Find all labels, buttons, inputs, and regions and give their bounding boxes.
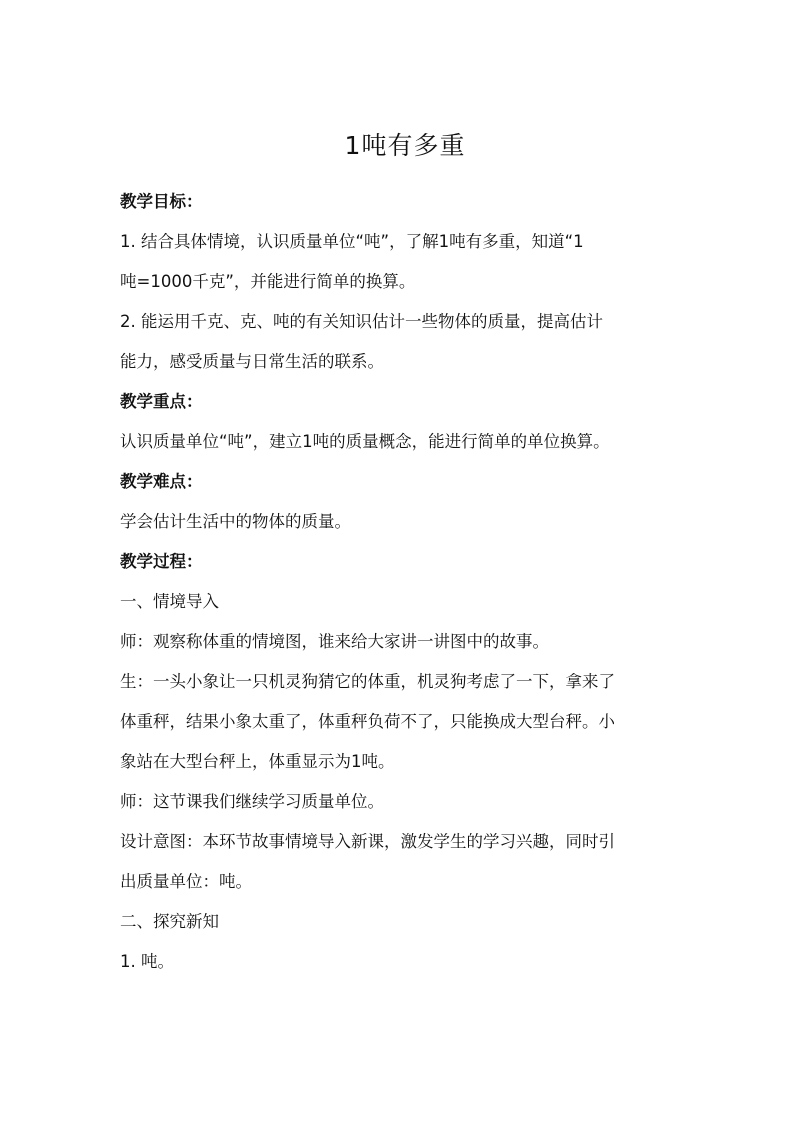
document-page [120,128,690,982]
section-2-title: 二、探究新知 [120,912,219,931]
teacher-line-1: 师：观察称体重的情境图，谁来给大家讲一讲图中的故事。 [120,632,549,651]
goal-2-line-2: 能力，感受质量与日常生活的联系。 [120,352,384,371]
goal-1-line-1: 1. 结合具体情境，认识质量单位“吨”，了解1吨有多重，知道“1 [120,232,584,251]
student-line-3: 象站在大型台秤上，体重显示为1吨。 [120,752,395,771]
goal-1-line-2: 吨=1000千克”，并能进行简单的换算。 [120,272,416,291]
section-1-title: 一、情境导入 [120,592,219,611]
student-line-2: 体重秤，结果小象太重了，体重秤负荷不了，只能换成大型台秤。小 [120,712,615,731]
key-points-text: 认识质量单位“吨”，建立1吨的质量概念，能进行简单的单位换算。 [120,432,610,451]
document-title: 1吨有多重 [344,131,466,160]
heading-key-points: 教学重点： [120,392,203,411]
design-intent-line-1: 设计意图：本环节故事情境导入新课，激发学生的学习兴趣，同时引 [120,832,615,851]
document-body [120,182,690,982]
goal-2-line-1: 2. 能运用千克、克、吨的有关知识估计一些物体的质量，提高估计 [120,312,603,331]
heading-process: 教学过程： [120,552,203,571]
subsection-1-title: 1. 吨。 [120,952,174,971]
teacher-line-2: 师：这节课我们继续学习质量单位。 [120,792,384,811]
heading-teaching-goals: 教学目标： [120,192,203,211]
difficulties-text: 学会估计生活中的物体的质量。 [120,512,351,531]
student-line-1: 生：一头小象让一只机灵狗猜它的体重，机灵狗考虑了一下，拿来了 [120,672,615,691]
design-intent-line-2: 出质量单位：吨。 [120,872,252,891]
heading-difficulties: 教学难点： [120,472,203,491]
